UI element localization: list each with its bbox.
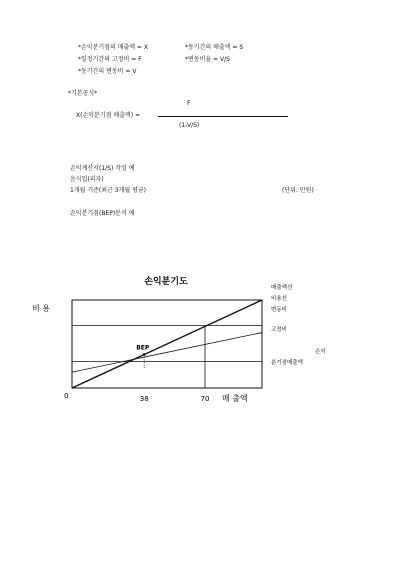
- chart-xlabel: 매 출액: [222, 394, 248, 403]
- bep-label: BEP: [136, 344, 150, 352]
- example-line-3: 1개월 기준(최근 3개월 평균): [70, 187, 146, 194]
- x-tick-label: 70: [200, 395, 210, 403]
- chart-ylabel: 비 용: [32, 304, 50, 313]
- legend-cost-line: 비용선: [271, 296, 287, 302]
- x-tick-label: 38: [139, 395, 149, 403]
- legend-variable-cost: 변동비: [271, 307, 287, 313]
- formula-lhs: X(손익분기점 매출액) =: [76, 112, 141, 119]
- example-line-1: 손익계산서(1/S) 작성 예: [70, 165, 135, 172]
- formula-denominator: (1-V/S): [179, 122, 200, 129]
- def-variable-cost: *동기간의 변동비 = V: [78, 68, 137, 75]
- def-variable-ratio: *변동비율 = V/S: [185, 56, 230, 63]
- legend-fixed-cost: 고정비: [271, 327, 287, 333]
- def-bep-sales: *손익분기점의 매출액 = X: [78, 44, 149, 51]
- bep-point: [143, 353, 146, 356]
- legend-profit-loss: 손익: [315, 349, 326, 355]
- sales-line: [72, 300, 262, 388]
- def-sales: *동기간의 매출액 = S: [185, 44, 244, 51]
- bep-analysis-heading: 손익분기점(BEP)분석 예: [70, 210, 135, 217]
- example-line-2: 음식업(피자): [70, 176, 104, 183]
- formula-numerator: F: [187, 100, 191, 107]
- legend-sales-line: 매출액선: [271, 285, 293, 291]
- chart-title: 손익분기도: [144, 277, 188, 287]
- example-unit: (단위: 만원): [282, 187, 314, 194]
- def-fixed-cost: *일정기간의 고정비 = F: [78, 56, 142, 63]
- legend-bep-sales: 분기점매출액: [271, 360, 303, 366]
- formula-heading: *기본공식*: [68, 90, 98, 97]
- chart-origin-label: 0: [64, 392, 69, 400]
- cost-line: [72, 333, 262, 373]
